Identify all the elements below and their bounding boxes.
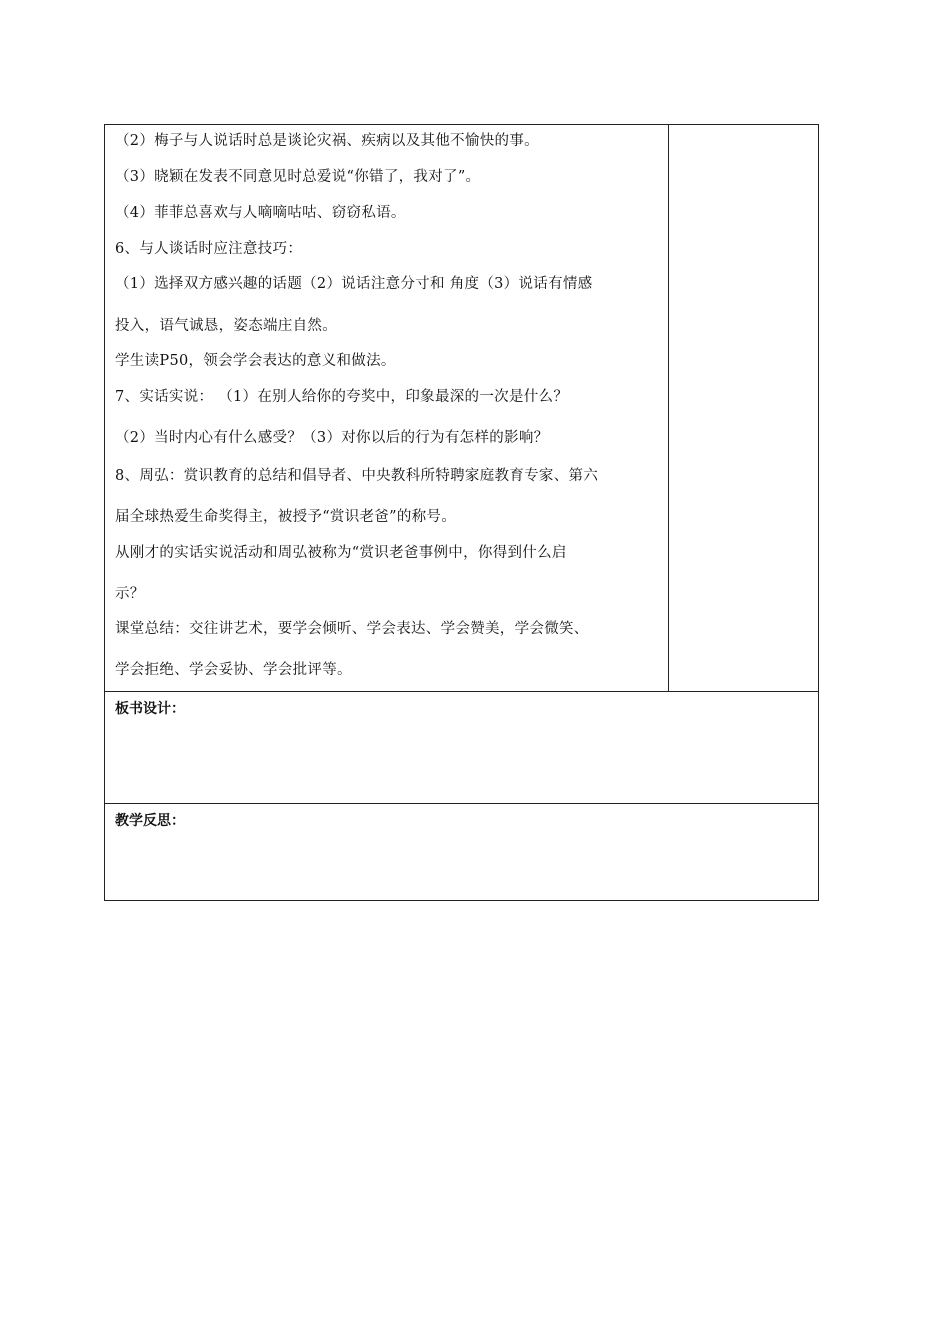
notes-cell — [669, 125, 818, 691]
lesson-line-14: 课堂总结：交往讲艺术，要学会倾听、学会表达、学会赞美，学会微笑、 — [115, 621, 589, 637]
lesson-line-12: 从刚才的实话实说活动和周弘被称为“赏识老爸事例中，你得到什么启 — [115, 545, 567, 561]
board-design-row — [105, 692, 818, 804]
lesson-line-4: 6、与人谈话时应注意技巧： — [115, 241, 303, 257]
reflection-row — [105, 804, 818, 900]
lesson-line-1: （2）梅子与人说话时总是谈论灾祸、疾病以及其他不愉快的事。 — [115, 133, 539, 149]
lesson-line-10: 8、周弘：赏识教育的总结和倡导者、中央教科所特聘家庭教育专家、第六 — [115, 468, 599, 484]
lesson-content-row — [105, 125, 818, 692]
lesson-line-8: 7、实话实说： （1）在别人给你的夸奖中，印象最深的一次是什么？ — [115, 389, 569, 405]
board-design-label: 板书设计： — [115, 701, 185, 717]
lesson-content-cell — [105, 125, 669, 691]
lesson-plan-table — [104, 124, 819, 901]
lesson-line-2: （3）晓颖在发表不同意见时总爱说“你错了，我对了”。 — [115, 169, 481, 185]
lesson-line-9: （2）当时内心有什么感受？（3）对你以后的行为有怎样的影响？ — [115, 430, 549, 446]
lesson-line-11: 届全球热爱生命奖得主，被授予“赏识老爸”的称号。 — [115, 509, 457, 525]
lesson-line-15: 学会拒绝、学会妥协、学会批评等。 — [115, 662, 352, 678]
lesson-line-5: （1）选择双方感兴趣的话题（2）说话注意分寸和 角度（3）说话有情感 — [115, 276, 593, 292]
lesson-line-7: 学生读P50，领会学会表达的意义和做法。 — [115, 353, 396, 369]
reflection-label: 教学反思： — [115, 813, 185, 829]
lesson-line-3: （4）菲菲总喜欢与人嘀嘀咕咕、窃窃私语。 — [115, 205, 406, 221]
lesson-line-6: 投入，语气诚恳，姿态端庄自然。 — [115, 318, 337, 334]
lesson-line-13: 示？ — [115, 586, 145, 602]
